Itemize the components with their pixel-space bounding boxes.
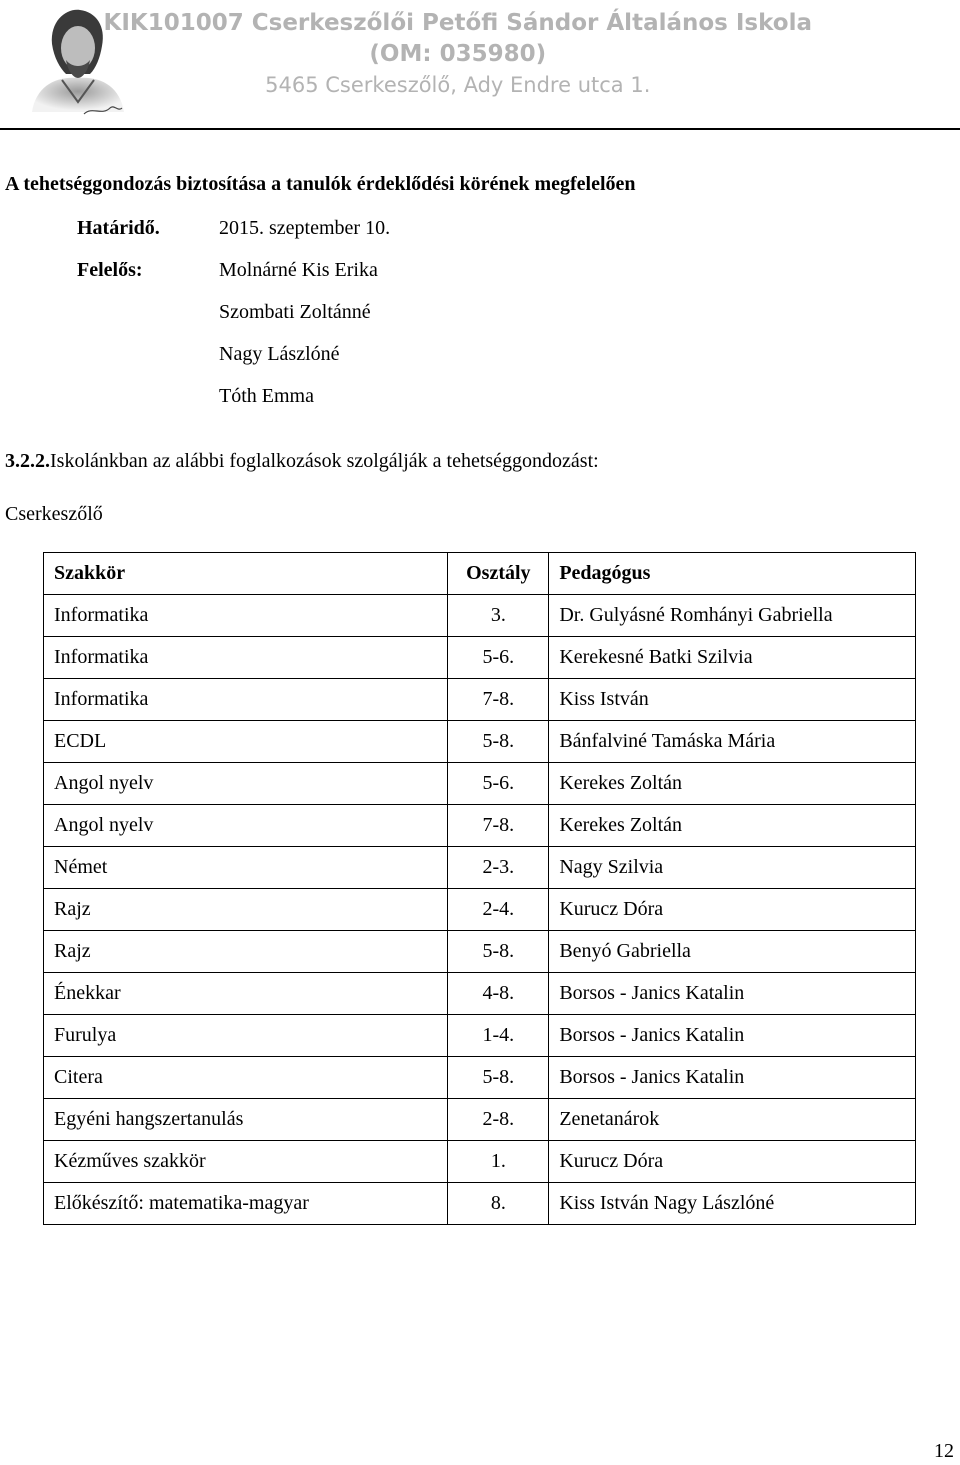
table-row <box>44 595 916 637</box>
teacher-cell: Kiss István <box>549 679 916 721</box>
teacher-cell: Kiss István Nagy Lászlóné <box>549 1183 916 1225</box>
teacher-cell: Kerekes Zoltán <box>549 805 916 847</box>
course-cell: Rajz <box>44 931 448 973</box>
course-cell: Citera <box>44 1057 448 1099</box>
school-name-block <box>104 8 812 101</box>
class-cell: 5-6. <box>448 637 549 679</box>
class-cell: 5-8. <box>448 931 549 973</box>
deadline-label: Határidő. <box>77 217 160 239</box>
table-row <box>44 847 916 889</box>
class-cell: 2-8. <box>448 1099 549 1141</box>
header-divider <box>0 128 960 130</box>
course-cell: Egyéni hangszertanulás <box>44 1099 448 1141</box>
table-row <box>44 1141 916 1183</box>
class-cell: 2-4. <box>448 889 549 931</box>
course-cell: Német <box>44 847 448 889</box>
table-row <box>44 1099 916 1141</box>
course-cell: Rajz <box>44 889 448 931</box>
teacher-cell: Kerekes Zoltán <box>549 763 916 805</box>
class-cell: 7-8. <box>448 679 549 721</box>
section-title: A tehetséggondozás biztosítása a tanulók érdeklődési körének megfelelően <box>5 173 636 195</box>
table-row <box>44 637 916 679</box>
course-cell: Furulya <box>44 1015 448 1057</box>
table-row <box>44 763 916 805</box>
subsection-heading <box>5 450 599 473</box>
teacher-cell: Kurucz Dóra <box>549 1141 916 1183</box>
teacher-cell: Kerekesné Batki Szilvia <box>549 637 916 679</box>
teacher-cell: Borsos - Janics Katalin <box>549 973 916 1015</box>
course-cell: Énekkar <box>44 973 448 1015</box>
course-cell: Angol nyelv <box>44 805 448 847</box>
responsible-person: Tóth Emma <box>219 385 314 407</box>
class-cell: 8. <box>448 1183 549 1225</box>
class-cell: 1. <box>448 1141 549 1183</box>
class-cell: 5-8. <box>448 1057 549 1099</box>
courses-table <box>43 552 916 1225</box>
class-cell: 1-4. <box>448 1015 549 1057</box>
table-row <box>44 679 916 721</box>
table-header-row <box>44 553 916 595</box>
course-cell: Kézműves szakkör <box>44 1141 448 1183</box>
responsible-person: Nagy Lászlóné <box>219 343 340 365</box>
class-cell: 3. <box>448 595 549 637</box>
class-cell: 5-8. <box>448 721 549 763</box>
class-cell: 7-8. <box>448 805 549 847</box>
column-header-teacher: Pedagógus <box>549 553 916 595</box>
course-cell: Informatika <box>44 637 448 679</box>
class-cell: 5-6. <box>448 763 549 805</box>
teacher-cell: Zenetanárok <box>549 1099 916 1141</box>
subsection-title: Iskolánkban az alábbi foglalkozások szolgálják a tehetséggondozást: <box>50 450 599 472</box>
course-cell: Előkészítő: matematika-magyar <box>44 1183 448 1225</box>
teacher-cell: Borsos - Janics Katalin <box>549 1057 916 1099</box>
course-cell: Informatika <box>44 595 448 637</box>
class-cell: 4-8. <box>448 973 549 1015</box>
responsible-person: Szombati Zoltánné <box>219 301 371 323</box>
course-cell: Angol nyelv <box>44 763 448 805</box>
school-om-id: (OM: 035980) <box>369 41 547 67</box>
course-cell: ECDL <box>44 721 448 763</box>
teacher-cell: Bánfalviné Tamáska Mária <box>549 721 916 763</box>
responsible-person: Molnárné Kis Erika <box>219 259 378 281</box>
class-cell: 2-3. <box>448 847 549 889</box>
table-row <box>44 721 916 763</box>
teacher-cell: Dr. Gulyásné Romhányi Gabriella <box>549 595 916 637</box>
school-address: 5465 Cserkeszőlő, Ady Endre utca 1. <box>265 73 651 97</box>
teacher-cell: Benyó Gabriella <box>549 931 916 973</box>
table-row <box>44 1015 916 1057</box>
table-row <box>44 1183 916 1225</box>
table-row <box>44 889 916 931</box>
teacher-cell: Nagy Szilvia <box>549 847 916 889</box>
column-header-class: Osztály <box>448 553 549 595</box>
page-header <box>0 0 960 132</box>
table-row <box>44 805 916 847</box>
table-row <box>44 1057 916 1099</box>
teacher-cell: Borsos - Janics Katalin <box>549 1015 916 1057</box>
course-cell: Informatika <box>44 679 448 721</box>
column-header-course: Szakkör <box>44 553 448 595</box>
subsection-number: 3.2.2. <box>5 450 50 472</box>
page-number: 12 <box>934 1440 954 1462</box>
table-row <box>44 931 916 973</box>
teacher-cell: Kurucz Dóra <box>549 889 916 931</box>
school-name: KIK101007 Cserkeszőlői Petőfi Sándor Általános Iskola <box>103 10 812 36</box>
deadline-value: 2015. szeptember 10. <box>219 217 391 239</box>
table-row <box>44 973 916 1015</box>
town-label: Cserkeszőlő <box>5 503 103 525</box>
responsible-label: Felelős: <box>77 259 143 281</box>
